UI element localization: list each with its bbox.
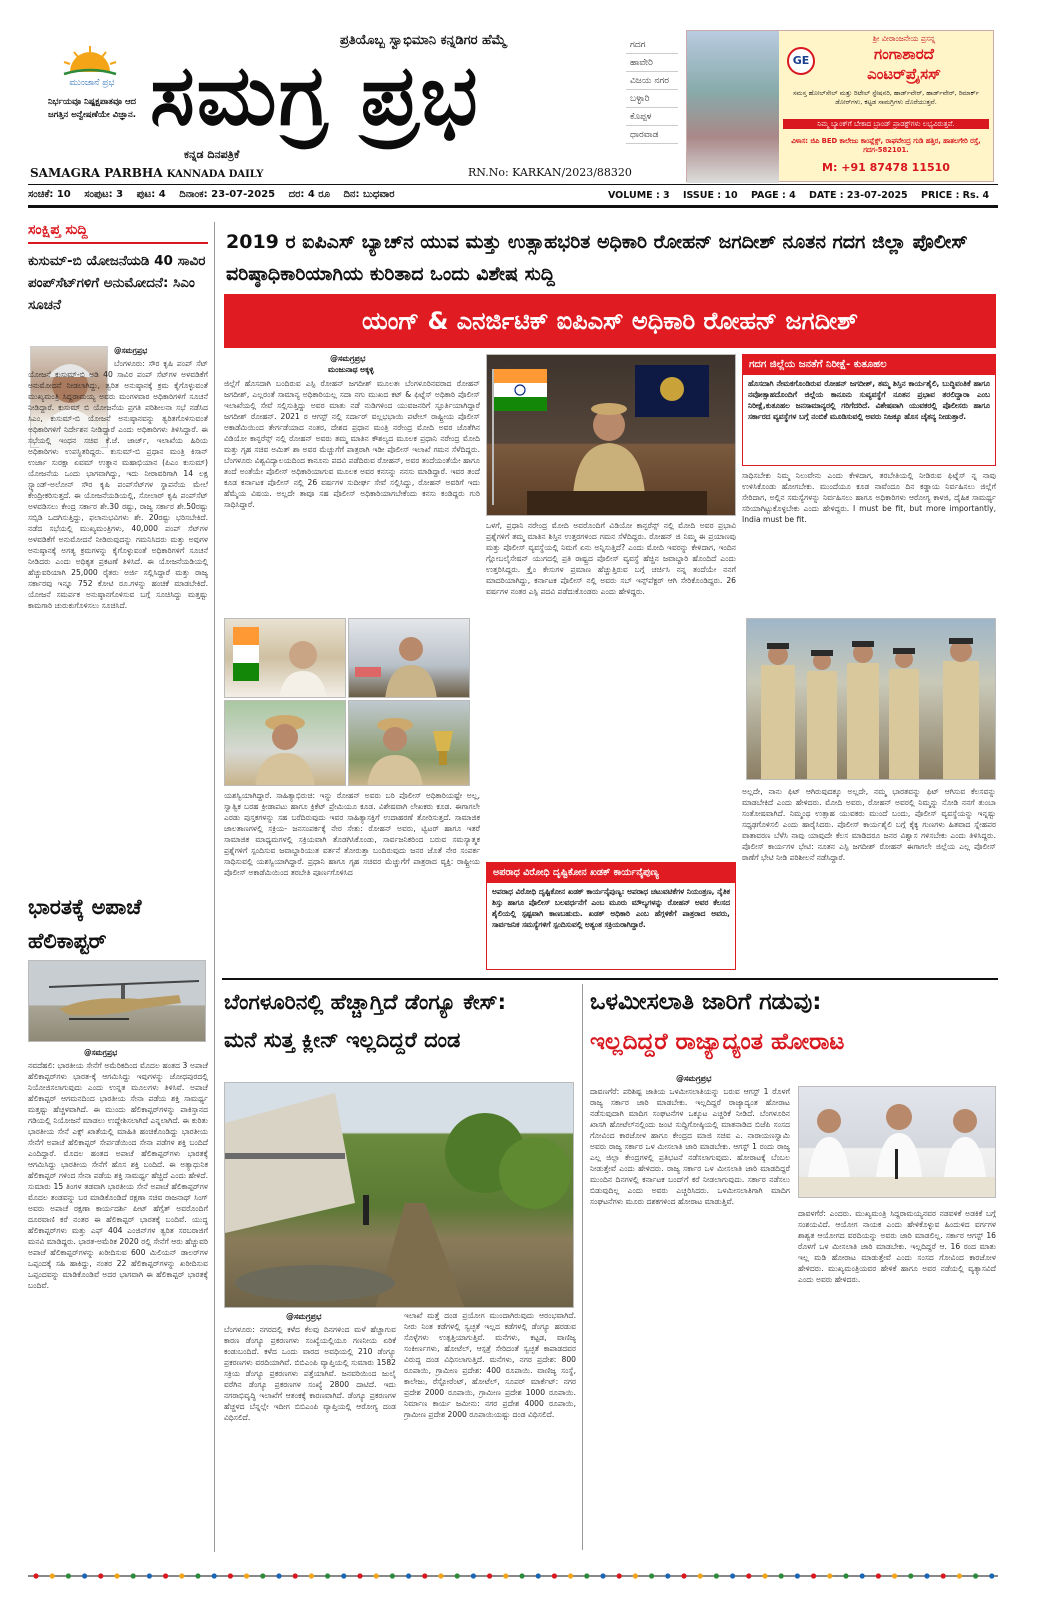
footer-dot [33, 1573, 38, 1578]
footer-dot [519, 1573, 524, 1578]
rn-number: RN.No: KARKAN/2023/88320 [468, 166, 632, 179]
dirty-drain-photo [224, 1082, 574, 1308]
volume-en: VOLUME : 3 [608, 190, 670, 201]
footer-dot [228, 1573, 233, 1578]
footer-dot [374, 1573, 379, 1578]
footer-dot [50, 1573, 55, 1578]
footer-dot [762, 1573, 767, 1578]
ad-details: ಸಮಸ್ತ ಹೋಲ್‌ಸೇಲ್ ಮತ್ತು ರಿಟೇಲ್ ಸ್ಟೇಷನರಿ, ಹಾರ್ಡ್‌ವೇರ್, ಹಾರ್ಡ್‌ವೇರ್‌, ರಿಮಾರ್ಕ್‌ ಡೋರ್‌ಗಳು, ಕಟ್ಟಡ ಸಾಮಗ್ರಿಗಳು ದೊರೆಯುತ್ತವೆ. [792, 89, 980, 106]
ad-brand-initials: GE [792, 54, 810, 67]
footer-dot [860, 1573, 865, 1578]
expectation-box-body: ಹೊಸದಾಗಿ ನೇಮಕಗೊಂಡಿರುವ ರೋಹನ್ ಜಗದೀಶ್, ತಮ್ಮ ಶಿಸ್ತಿನ ಕಾರ್ಯಶೈಲಿ, ಬುದ್ಧಿವಂತಿಕೆ ಹಾಗೂ ನವೋತ್ಸಾಹದೊಂದಿಗೆ ಜಿಲ್ಲೆಯ ಕಾನೂನು ಸುವ್ಯವಸ್ಥೆಗೆ ನೂತನ ಪ್ರಭಾವ ತರಲಿದ್ದಾರಾ ಎಂಬ ನಿರೀಕ್ಷೆ,ಕುತೂಹಲ ಜನಸಾಮಾನ್ಯರಲ್ಲಿ ಗರಿಗೆದರಿದೆ. ವಿಶೇಷವಾಗಿ ಯುವಕರಲ್ಲಿ ಪೊಲೀಸರು ಹಾಗೂ ಸರ್ಕಾರದ ವ್ಯವಸ್ಥೆಗಳ ಬಗ್ಗೆ ನಂಬಿಕೆ ಮೂಡಿಸುವಲ್ಲಿ ಅವರು ನಿಜಕ್ಕೂ ಹೊಸ ಚೈತನ್ಯ ನೀಡುತ್ತಾರೆ. [748, 379, 990, 421]
ad-shop-image [687, 31, 779, 183]
footer-dot [746, 1573, 751, 1578]
footer-dot [503, 1573, 508, 1578]
lead-col3: ಸಾಧಿಸಬೇಕು ನಿಮ್ಮ ನಿಲುವೇನು ಎಂದು ಕೇಳಿದಾಗ, ತರಬೇತಿಯಲ್ಲಿ ನೀಡಿರುವ ಫಿಟ್ನೆಸ್ ನ್ನ ನಾವು ಉಳಿಸಿಕೊಂಡು ಹೋಗಬೇಕು. ಮುಂದೆಯೂ ಕೂಡ ನಾವೆಂದೂ ದಿನ ಕಡ್ಡಾಯ ನಿರ್ವಹಿಸಲು ಜಿಲ್ಲೆಗೆ ಸೇರಿದಾಗ, ಅಲ್ಲಿನ ಸಮಸ್ಯೆಗಳನ್ನು ನಿರ್ವಹಿಸಲು ಹಾಗೂ ಅಧಿಕಾರಿಗಳು ಆರೋಗ್ಯ ಕಾಳಜಿ, ದೈಹಿಕ ಸಾಮರ್ಥ್ಯ ಸರಿಯಾಗಿಟ್ಟುಕೊಳ್ಳಬೇಕು ಎಂದು ಹೇಳಿದ್ದರು. I must be fit, but more importantly, India must be fit. [742, 471, 996, 524]
sidebar [28, 222, 208, 1552]
ad-address: ವಿಳಾಸ: ಜಿಪಿ BED ಕಾಲೇಜು ಕಾಂಪ್ಲೆಕ್ಸ್, ರಾಘವೇಂದ್ರ ಗುಡಿ ಹತ್ತಿರ, ಹಾತಲಗೇರಿ ರಸ್ತೆ, ಗದಗ-582101. [791, 137, 981, 154]
logo-caption: ಮುಂಜಾನೆ ಪ್ರಭ [69, 78, 115, 88]
footer-dot [568, 1573, 573, 1578]
footer-dot [989, 1573, 994, 1578]
volume-label: ಸಂಪುಟ: 3 [84, 189, 124, 200]
footer-dot [163, 1573, 168, 1578]
reservation-col1: ದಾವಣಗೆರೆ: ಪರಿಶಿಷ್ಟ ಜಾತಿಯ ಒಳಮೀಸಲಾತಿಯನ್ನು ಬರುವ ಆಗಸ್ಟ್ 1 ರೊಳಗೆ ರಾಜ್ಯ ಸರ್ಕಾರ ಜಾರಿ ಮಾಡಬೇಕು. ಇಲ್ಲದಿದ್ದರೆ ರಾಜ್ಯಾದ್ಯಂತ ಹೋರಾಟ ನಡೆಸುವುದಾಗಿ ಮಾದಿಗ ಸಂಘಟನೆಗಳ ಒಕ್ಕೂಟ ಎಚ್ಚರಿಕೆ ನೀಡಿದೆ. ಬೆಂಗಳೂರಿನ ಖಾಸಗಿ ಹೋಟೆಲ್‌ನಲ್ಲಿಂದು ಜಂಟಿ ಸುದ್ದಿಗೋಷ್ಠಿಯಲ್ಲಿ ಮಾತನಾಡಿದ ಬಿಜೆಪಿ ಸಂಸದ ಗೋವಿಂದ ಕಾರಜೋಳ ಹಾಗೂ ಕೇಂದ್ರದ ಮಾಜಿ ಸಚಿವ ಎ. ನಾರಾಯಣಸ್ವಾಮಿ ಅವರು ರಾಜ್ಯ ಸರ್ಕಾರ ಒಳ ಮೀಸಲಾತಿ ಜಾರಿ ಮಾಡಬೇಕು. ಆಗಸ್ಟ್ 1 ರಂದು ರಾಜ್ಯ ಎಲ್ಲ ಜಿಲ್ಲಾ ಕೇಂದ್ರಗಳಲ್ಲಿ ಪ್ರತಿಭಟನೆ ನಡೆಸಲಾಗುವುದು. ಹೋರಾಟಕ್ಕೆ ಬೆಂಬಲ ನೀಡುತ್ತೇವೆ ಎಂದು ಹೇಳಿದರು. ರಾಜ್ಯ ಸರ್ಕಾರ ಒಳ ಮೀಸಲಾತಿ ಜಾರಿ ಮಾಡದಿದ್ದರೆ ಮುಂದಿನ ದಿನಗಳಲ್ಲಿ ಕರ್ನಾಟಕ ಬಂದ್‌ಗೆ ಕರೆ ನೀಡಲಾಗುವುದು. ಸರ್ಕಾರ ನಡೆಸಲು ಬಿಡುವುದಿಲ್ಲ ಎಂದು ಅವರು ಎಚ್ಚರಿಸಿದರು. ಒಳಮೀಸಲಾತಿಗಾಗಿ ಮಾದಿಗ ಸಂಘಟನೆಗಳು ಮೂರು ದಶಕಗಳಿಂದ ಹೋರಾಟ ಮಾಡುತ್ತಿವೆ. [590, 1087, 790, 1206]
nav-item-vijayanagar[interactable]: ವಿಜಯ ನಗರ [626, 72, 678, 90]
footer-dot [309, 1573, 314, 1578]
footer-dot [536, 1573, 541, 1578]
footer-dot [908, 1573, 913, 1578]
footer-dot [455, 1573, 460, 1578]
footer-dot [892, 1573, 897, 1578]
expectation-box [742, 354, 996, 466]
footer-dot [843, 1573, 848, 1578]
reservation-byline: @ಸಮಗ್ರಪ್ರಭ [676, 1074, 712, 1083]
footer-dot [82, 1573, 87, 1578]
ad-highlight: ನಿಮ್ಮ ಬ್ಯಾಂಕ್‌ಗೆ ಬೇಕಾದ ಬ್ರಾಂಡ್ ಪ್ರಾಡಕ್ಟ್‌ಗಳು ಲಭ್ಯವಿರುತ್ತವೆ. [783, 119, 989, 129]
advertisement[interactable] [686, 30, 994, 182]
price-en: PRICE : Rs. 4 [920, 190, 990, 201]
day-label: ದಿನ: ಬುಧವಾರ [343, 189, 395, 200]
apache-helicopter-photo [28, 960, 206, 1042]
modi-videoconference-photo [224, 618, 346, 698]
ad-brand-icon [787, 47, 815, 75]
english-title: SAMAGRA PARBHA [30, 166, 163, 180]
lead-byline: @ಸಮಗ್ರಪ್ರಭ [330, 354, 366, 363]
lead-headline-banner[interactable] [224, 294, 996, 348]
officer-speaking-photo [348, 618, 470, 698]
tagline: ಪ್ರತಿಯೊಬ್ಬ ಸ್ವಾಭಿಮಾನಿ ಕನ್ನಡಿಗರ ಹೆಮ್ಮೆ [340, 33, 507, 48]
ad-brand-line1: ಗಂಗಾಶಾರದೆ [874, 45, 934, 63]
reservation-headline-2[interactable]: ಇಲ್ಲದಿದ್ದರೆ ರಾಜ್ಯಾದ್ಯಂತ ಹೋರಾಟ [590, 1029, 845, 1055]
lead-col2-bottom: ಅಲ್ಲದೇ, ನಾನು ಫಿಟ್ ಆಗಿರುವುದಕ್ಕೂ ಅಲ್ಲದೇ, ನಮ್ಮ ಭಾರತವನ್ನು ಫಿಟ್ ಆಗಿಸುವ ಕೆಲಸವನ್ನು ಮಾಡಬೇಕಿದೆ ಎಂದು ಹೇಳಿದರು. ಮೋದಿ ಅವರು, ರೋಹನ್ ಅವರಲ್ಲಿ ನಿಮ್ಮನ್ನು ನೋಡಿ ನನಗೆ ತುಂಬಾ ಸಂತೋಷವಾಗಿದೆ. ನಿಮ್ಮಂಥ ಉತ್ಸಾಹ ಯುವಕರು ಮುಂದೆ ಬಂದು, ಪೊಲೀಸ್ ವ್ಯವಸ್ಥೆಯನ್ನು ಇನ್ನಷ್ಟು ಸಧೃಢಗೊಳಿಸಲಿ ಎಂದು ಹಾರೈಸಿದರು. ಪೊಲೀಸ್ ಕಾರ್ಯಶೈಲಿ ಬಗ್ಗೆ ಕೈಕ್ಯ ಗುಣಗಳು ಹಿತವಾದ ಸ್ನೇಹಪರ ವಾತಾವರಣ ಬೆಳೆಸಿ ನಾವು ಯಾವುದೇ ಕೆಲಸ ಮಾಡಿದರೂ ಜನರ ವಿಶ್ವಾಸ ಗಳಿಸಬೇಕು ಎಂದು ತಿಳಿಸಿದ್ದರು. ಪೊಲೀಸ್ ಕಾರ್ಯಗಳ ಭೇಟಿ: ನೂತನ ಎಸ್ಪಿ ಜಗದೀಶ್ ರೋಹನ್ ಈಗಾಗಲೇ ಜಿಲ್ಲೆಯ ಎಲ್ಲ ಪೊಲೀಸ್ ಠಾಣೆಗೆ ಭೇಟಿ ನೀಡಿ ಪರಿಶೀಲನೆ ನಡೆಸಿದ್ದಾರೆ. [742, 787, 996, 862]
footer-dot [827, 1573, 832, 1578]
footer-dot [357, 1573, 362, 1578]
column-divider [214, 222, 215, 1552]
dengue-headline-2[interactable]: ಮನೆ ಸುತ್ತ ಕ್ಲೀನ್ ಇಲ್ಲದಿದ್ದರೆ ದಂಡ [224, 1028, 461, 1052]
lead-col2-top: ಒಳಗೆ, ಪ್ರಧಾನಿ ನರೇಂದ್ರ ಮೋದಿ ಅವರೊಂದಿಗೆ ವಿಡಿಯೋ ಕಾನ್ಫರೆನ್ಸ್ ನಲ್ಲಿ ಮೋದಿ ಅವರ ಪ್ರಭಾವಿ ಪ್ರಶ್ನೆಗಳಿಗೆ ತಮ್ಮ ಮಾತಿನ ಶಿಸ್ತಿನ ಉತ್ತರಗಳಿಂದ ಗಮನ ಸೆಳೆದಿದ್ದರು. ರೋಹನ್ ಜಿ ನಿಮ್ಮ ಈ ಪ್ರಯಾಣವು ಮತ್ತು ಪೊಲೀಸ್ ವ್ಯವಸ್ಥೆಯಲ್ಲಿ ನಿಮಗೆ ಏನು ಅನ್ನಿಸುತ್ತಿದೆ? ಎಂದು ಮೋದಿ ಇವರನ್ನು ಕೇಳಿದಾಗ, ಇಂದಿನ ಗ್ಲೋಬಲೈಸೇಷನ್ ಯುಗದಲ್ಲಿ ಪ್ರತಿ ರಾಷ್ಟ್ರದ ಪೊಲೀಸ್ ವ್ಯವಸ್ಥೆ ಹೆಚ್ಚಿನ ಜವಾಬ್ದಾರಿ ಹೊಂದಿದೆ ಎಂದು ಉತ್ತರಿಸಿದ್ದರು. ಕ್ರೈಂ ಕೇಸುಗಳ ಪ್ರಮಾಣ ಹೆಚ್ಚುತ್ತಿರುವ ಬಗ್ಗೆ ಚರ್ಚಿಸಿ ನನ್ನ ತಂದೆಯೇ ನನಗೆ ಮಾದರಿಯಾಗಿದ್ದು, ಕರ್ನಾಟಕ ಪೊಲೀಸ್ ನಲ್ಲಿ ಅವರು ಸಬ್ ಇನ್ಸ್‌ಪೆಕ್ಟರ್ ಆಗಿ ಸೇರಿಕೊಂಡಿದ್ದರು. 26 ವರ್ಷಗಳ ನಂತರ ಎಸ್ಪಿ ಪದವಿ ಪಡೆದುಕೊಂಡರು ಎಂದು ಹೇಳಿದ್ದರು. [486, 521, 736, 596]
footer-dot [698, 1573, 703, 1578]
footer-dot [406, 1573, 411, 1578]
story2-headline[interactable]: ಭಾರತಕ್ಕೆ ಅಪಾಚೆ ಹೆಲಿಕಾಪ್ಟರ್ [28, 895, 142, 953]
footer-dot [924, 1573, 929, 1578]
story1-byline: @ಸಮಗ್ರಪ್ರಭ [114, 346, 148, 355]
story1-headline[interactable]: ಕುಸುಮ್-ಬಿ ಯೋಜನೆಯಡಿ 40 ಸಾವಿರ ಪಂಪ್‌ಸೆಟ್‌ಗಳಿಗೆ ಅನುಮೋದನೆ: ಸಿಎಂ ಸೂಚನೆ [28, 253, 206, 313]
lead-headline: ಯಂಗ್ & ಎನರ್ಜಿಟಿಕ್ ಐಪಿಎಸ್ ಅಧಿಕಾರಿ ರೋಹನ್ ಜಗದೀಶ್ [362, 307, 858, 335]
footer-dot [276, 1573, 281, 1578]
footer-decorative-bar [28, 1566, 998, 1576]
footer-dot [795, 1573, 800, 1578]
page-label: ಪುಟ: 4 [136, 189, 166, 200]
footer-dot [325, 1573, 330, 1578]
english-name [30, 166, 330, 180]
footer-dot [147, 1573, 152, 1578]
dengue-col2: ಇಲಾಖೆ ಮತ್ತೆ ದಂಡ ಪ್ರಯೋಗ ಮುಂದಾಗಿರುವುದು ಆರಂಭವಾಗಿದೆ. ನೀರು ನಿಂತ ಕಡೆಗಳಲ್ಲಿ ಸ್ವಚ್ಛತೆ ಇಲ್ಲದ ಕಡೆಗಳಲ್ಲಿ ಡೆಂಗ್ಯೂ ಹರಡುವ ಸೊಳ್ಳೆಗಳು ಉತ್ಪತ್ತಿಯಾಗುತ್ತಿವೆ. ಮನೆಗಳು, ಕಟ್ಟಡ, ವಾಣಿಜ್ಯ ಸಂಕೀರ್ಣಗಳು, ಹೋಟೆಲ್, ಆಸ್ಪತ್ರೆ ಸೇರಿದಂತೆ ಸ್ವಚ್ಛತೆ ಕಾಪಾಡದವರ ವಿರುದ್ಧ ದಂಡ ವಿಧಿಸಲಾಗುತ್ತಿದೆ. ಮನೆಗಳು, ನಗರ ಪ್ರದೇಶ: 800 ರೂಪಾಯಿ, ಗ್ರಾಮೀಣ ಪ್ರದೇಶ: 400 ರೂಪಾಯಿ. ವಾಣಿಜ್ಯ ಸಂಸ್ಥೆ, ಕಾಲೇಜು, ರೆಸ್ಟೋರೆಂಟ್, ಹೋಟೆಲ್, ಸೂಪರ್ ಮಾರ್ಕೆಟ್: ನಗರ ಪ್ರದೇಶ 2000 ರೂಪಾಯಿ, ಗ್ರಾಮೀಣ ಪ್ರದೇಶ 1000 ರೂಪಾಯಿ. ನಿರ್ಮಾಣ ಕಾರ್ಯ ಜಮೀನು: ನಗರ ಪ್ರದೇಶ 4000 ರೂಪಾಯಿ, ಗ್ರಾಮೀಣ ಪ್ರದೇಶ 2000 ರೂಪಾಯಿಯಷ್ಟು ದಂಡ ವಿಧಿಸಲಿದೆ. [404, 1311, 576, 1419]
reservation-col2: ದಾವಳಗೆರೆ: ಎಂದರು. ಮುಖ್ಯಮಂತ್ರಿ ಸಿದ್ದರಾಮಯ್ಯನವರ ನಡವಳಿಕೆ ಅಡಕಿಕೆ ಬಗ್ಗೆ ಸಂಶಯವಿದೆ. ಆಯೋಗ ನಾಯಕ ಎಂದು ಹೇಳಿಕೊಳ್ಳುವ ಹಿಂದುಳಿದ ವರ್ಗಗಳ ಶಾಶ್ವತ ಆಯೋಗದ ವರದಿಯನ್ನು ಅವರು ಜಾರಿ ಮಾಡಲಿಲ್ಲ. ಸರ್ಕಾರ ಆಗಸ್ಟ್ 16 ರೊಳಗೆ ಒಳ ಮೀಸಲಾತಿ ಜಾರಿ ಮಾಡಬೇಕು. ಇಲ್ಲದಿದ್ದರೆ ಆ. 16 ರಂದ ಮಾತು ಇಲ್ಲ ಮಡಿ ಹೋರಾಟ ಮಾಡುತ್ತೇವೆ ಎಂದು ಸಂಸದ ಗೋವಿಂದ ಕಾರಜೋಳ ಹೇಳಿದರು. ಮುಖ್ಯಮಂತ್ರಿಯವರ ಹೇಳಿಕೆ ಹಾಗೂ ಅವರ ನಡೆಯಲ್ಲಿ ವ್ಯತ್ಯಾಸವಿದೆ ಎಂದು ಅವರು ಹೇಳಿದರು. [798, 1209, 996, 1284]
page-en: PAGE : 4 [750, 190, 796, 201]
masthead [0, 0, 1046, 210]
district-nav [626, 36, 678, 144]
footer-dot [552, 1573, 557, 1578]
footer-dot [422, 1573, 427, 1578]
footer-dot [114, 1573, 119, 1578]
nav-item-haveri[interactable]: ಹಾವೇರಿ [626, 54, 678, 72]
nav-item-dharwad[interactable]: ಧಾರವಾಡ [626, 126, 678, 144]
footer-dot [212, 1573, 217, 1578]
date-label: ದಿನಾಂಕ: 23-07-2025 [179, 189, 276, 200]
footer-dot [714, 1573, 719, 1578]
footer-dot [293, 1573, 298, 1578]
footer-dot [941, 1573, 946, 1578]
police-team-photo [746, 618, 996, 780]
footer-dot [131, 1573, 136, 1578]
officer-trophy-photo [348, 700, 470, 786]
ad-brand-line2: ಎಂಟರ್‌ಪ್ರೈಸಸ್ [867, 65, 941, 83]
footer-dot [973, 1573, 978, 1578]
expectation-box-title: ಗದಗ ಜಿಲ್ಲೆಯ ಜನತೆಗೆ ನಿರೀಕ್ಷೆ- ಕುತೂಹಲ [743, 355, 995, 375]
footer-dot [633, 1573, 638, 1578]
story2-body: ನವದೆಹಲಿ: ಭಾರತೀಯ ಸೇನೆಗೆ ಅಮೆರಿಕದಿಂದ ಮೊದಲ ಹಂತದ 3 ಅಪಾಚೆ ಹೆಲಿಕಾಪ್ಟರ್‌ಗಳು ಭಾರತ-ಕ್ಕೆ ಆಗಮಿಸಿದ್ದು ಇವುಗಳನ್ನು ಜೋಧಪುರದಲ್ಲಿ ನಿಯೋಜಿಸಲಾಗುವುದು ಎಂದು ಉನ್ನತ ಮೂಲಗಳು ತಿಳಿಸಿವೆ. ಅಪಾಚೆ ಹೆಲಿಕಾಪ್ಟರ್ ಆಗಮನದಿಂದ ಭಾರತೀಯ ಸೇನಾ ಪಡೆಯ ಶಕ್ತಿ ಸಾಮರ್ಥ್ಯ ಮತ್ತಷ್ಟು ಹೆಚ್ಚಳವಾಗಿದೆ. ಈ ಮುಂದು ಹೆಲಿಕಾಪ್ಟರ್‌ಗಳನ್ನು ಪಾಕಿಸ್ತಾನದ ಗಡಿಯಲ್ಲಿ ನಿಯೋಜನೆ ಮಾಡಲು ಉದ್ದೇಶಿಸಲಾಗಿದೆ ಎನ್ನಲಾಗಿದೆ. ಈ ಕುರಿತು ಭಾರತೀಯ ಸೇನೆ ಎಕ್ಸ್ ಖಾತೆಯಲ್ಲಿ ಮಾಹಿತಿ ಹಂಚಿಕೊಂಡಿದ್ದು ಭಾರತೀಯ ಸೇನೆಗೆ ಅಪಾಚೆ ಹೆಲಿಕಾಪ್ಟರ್ ಸೇರ್ಪಡೆಯಿಂದ ಸೇನಾ ಪಡೆಗಳ ಶಕ್ತಿ ಬಂದಿದೆ ಎಂದಿದ್ದಾರೆ. ಮೊದಲ ಹಂತದ ಅಪಾಚೆ ಹೆಲಿಕಾಪ್ಟರ್‌ಗಳು ಭಾರತಕ್ಕೆ ಆಗಮಿಸಿದ್ದು ಭಾರತೀಯ ಸೇನೆಗೆ ಹೊಸ ಶಕ್ತಿ ಬಂದಿದೆ. ಈ ಅತ್ಯಾಧುನಿಕ ಹೆಲಿಕಾಪ್ಟರ್ ಗಳಿಂದ ಸೇನಾ ಪಡೆಯ ಶಕ್ತಿ ಸಾಮರ್ಥ್ಯ ಹೆಚ್ಚಿದೆ ಎಂದು ಹೇಳಿದೆ. ಸುಮಾರು 15 ತಿಂಗಳ ತಡವಾಗಿ ಭಾರತೀಯ ಸೇನೆ ಅಪಾಚೆ ಹೆಲಿಕಾಪ್ಟರ್‌ಗಳ ಮೊದಲ ತಂಡವನ್ನು ಬರ ಮಾಡಿಕೊಂಡಿದೆ ರಕ್ಷಣಾ ಸಚಿವ ರಾಜನಾಥ್ ಸಿಂಗ್ ಅವರು ಅಪಾಚೆ ರಕ್ಷಣಾ ಕಾರ್ಯದರ್ಶಿ ಪೀಟ್ ಹೆಗ್ಸೆತ್ ಅವರೊಂದಿಗೆ ದೂರವಾಣಿ ಕರೆ ನಂತರ ಈ ಹೆಲಿಕಾಪ್ಟರ್ ಭಾರತಕ್ಕೆ ಬಂದಿವೆ. ಯುದ್ಧ ಹೆಲಿಕಾಪ್ಟರ್‌ಗಳು ಮತ್ತು ಎಫ್ 404 ಎಂಜಿನ್‌ಗಳ ತ್ವರಿತ ಸರಬರಾಜಿಗೆ ಮನವಿ ಮಾಡಿದ್ದರು. ಭಾರತ-ಅಮೆರಿಕ 2020 ರಲ್ಲಿ ಸೇನೆಗೆ ಆರು ಹೆಚ್ಚುವರಿ ಅಪಾಚೆ ಹೆಲಿಕಾಪ್ಟರ್‌ಗಳನ್ನು ಖರೀದಿಸುವ 600 ಮಿಲಿಯನ್ ಡಾಲರ್‌ಗಳ ಒಪ್ಪಂದಕ್ಕೆ ಸಹಿ ಹಾಕಿದ್ದು, ನಂತರ 22 ಹೆಲಿಕಾಪ್ಟರ್‌ಗಳನ್ನು ಖರೀದಿಸುವ ಒಪ್ಪಂದವನ್ನು ಮಾಡಿಕೊಂಡಿವೆ ಅದರ ಭಾಗವಾಗಿ ಈ ಹೆಲಿಕಾಪ್ಟರ್ ಭಾರತಕ್ಕೆ ಬಂದಿವೆ. [28, 1061, 208, 1290]
footer-dot [779, 1573, 784, 1578]
nav-item-koppal[interactable]: ಕೊಪ್ಪಳ [626, 108, 678, 126]
footer-dot [66, 1573, 71, 1578]
footer-dot [244, 1573, 249, 1578]
rohan-office-photo [486, 354, 736, 516]
sun-logo-icon [60, 44, 120, 76]
nav-item-ballari[interactable]: ಬಳ್ಳಾರಿ [626, 90, 678, 108]
motto: ನಿರ್ಭಯವೂ ನಿಷ್ಪಕ್ಷಪಾತವೂ ಆದ ಜಗತ್ತಿನ ಅನ್ವೇಷಣೆಯೇ ವಿಜ್ಞಾನ. [47, 97, 137, 120]
bottom-column-divider [582, 984, 583, 1550]
footer-dot [617, 1573, 622, 1578]
story2-byline: @ಸಮಗ್ರಪ್ರಭ [84, 1048, 118, 1057]
ad-top-line: ಶ್ರೀ ವೀರಾಂಜನೇಯ ಪ್ರಸನ್ನ [872, 34, 936, 43]
footer-dot [438, 1573, 443, 1578]
info-bar-right [608, 190, 998, 201]
footer-dot [487, 1573, 492, 1578]
info-bar [28, 184, 998, 208]
footer-dot [811, 1573, 816, 1578]
crime-box-body: ಅಪರಾಧ ವಿರೋಧಿ ದೃಷ್ಟಿಕೋನ ಖಡಕ್ ಕಾರ್ಯನೈಪುಣ್ಯ: ಅಪರಾಧ ಚಟುವಟಿಕೆಗಳ ನಿಯಂತ್ರಣ, ನೈತಿಕ ಶಿಸ್ತು ಹಾಗೂ ಪೊಲೀಸ್ ಬಲವರ್ಧನೆಗೆ ಎಂಬ ಮೂರು ಮೌಲ್ಯಗಳನ್ನು ರೋಹನ್ ಅವರ ಕೆಲಸದ ಶೈಲಿಯಲ್ಲಿ ಸ್ಪಷ್ಟವಾಗಿ ಕಾಣಬಹುದು. ಖಡಕ್ ಅಧಿಕಾರಿ ಎಂಬ ಹೆಗ್ಗಳಿಕೆಗೆ ಪಾತ್ರರಾದ ಅವರು, ಸಾರ್ವಜನಿಕ ಸಮಸ್ಯೆಗಳಿಗೆ ಸ್ಪಂದಿಸುವಲ್ಲಿ ಅತ್ಯಂತ ಸಕ್ರಿಯರಾಗಿದ್ದಾರೆ. [492, 887, 730, 929]
info-bar-left [28, 189, 548, 200]
footer-dot [665, 1573, 670, 1578]
footer-dot [390, 1573, 395, 1578]
section-divider [222, 978, 998, 980]
footer-dot [600, 1573, 605, 1578]
press-meet-photo [798, 1086, 996, 1198]
dengue-headline-1[interactable]: ಬೆಂಗಳೂರಿನಲ್ಲಿ ಹೆಚ್ಚಾಗ್ತಿದೆ ಡೆಂಗ್ಯೂ ಕೇಸ್: [224, 990, 506, 1014]
lead-kicker[interactable]: 2019 ರ ಐಪಿಎಸ್ ಬ್ಯಾಚ್‌ನ ಯುವ ಮತ್ತು ಉತ್ಸಾಹಭರಿತ ಅಧಿಕಾರಿ ರೋಹನ್ ಜಗದೀಶ್ ನೂತನ ಗದಗ ಜಿಲ್ಲಾ ಪೊಲೀಸ್ ವರಿಷ್ಠಾಧಿಕಾರಿಯಾಗಿಯ ಕುರಿತಾದ ಒಂದು ವಿಶೇಷ ಸುದ್ದಿ [226, 231, 968, 285]
footer-dot [649, 1573, 654, 1578]
footer-dot [195, 1573, 200, 1578]
footer-dot [260, 1573, 265, 1578]
footer-dot [957, 1573, 962, 1578]
footer-dot [471, 1573, 476, 1578]
crime-box [486, 862, 736, 970]
reservation-headline-1[interactable]: ಒಳಮೀಸಲಾತಿ ಜಾರಿಗೆ ಗಡುವು: [590, 989, 822, 1015]
english-suffix: KANNADA DAILY [166, 169, 264, 180]
subtitle: ಕನ್ನಡ ದಿನಪತ್ರಿಕೆ [184, 148, 240, 161]
crime-box-title: ಅಪರಾಧ ವಿರೋಧಿ ದೃಷ್ಟಿಕೋನ ಖಡಕ್ ಕಾರ್ಯನೈಪುಣ್ಯ [487, 863, 735, 883]
footer-dot [876, 1573, 881, 1578]
lead-col1-bottom: ಯಶಸ್ವಿಯಾಗಿದ್ದಾರೆ. ಸಾಹಿತ್ಯಾಭಿರುಚಿ: ಇನ್ನು ರೋಹನ್ ಅವರು ಬರಿ ಪೊಲೀಸ್ ಅಧಿಕಾರಿಯಷ್ಟೇ ಅಲ್ಲ, ಸ್ವಾತ್ವಿಕ ಬರಹ ಕ್ರೀಡಾಪಟು ಹಾಗೂ ಕ್ರಿಕೆಟ್ ಪ್ರೇಮಿಯೂ ಕೂಡ. ವಿಶೇಷವಾಗಿ ಲೇಖಕರು ಕೂಡ. ಈಗಾಗಲೇ ಎರಡು ಪುಸ್ತಕಗಳನ್ನು ಸಹ ಬರೆದಿರುವುದು ಇವರ ಸಾಹಿತ್ಯಾಸಕ್ತಿಗೆ ಉದಾಹರಣೆ ತೋರಿಸುತ್ತದೆ. ಸಾಮಾಜಿಕ ಜಾಲತಾಣಗಳಲ್ಲಿ ಸಕ್ರಿಯ- ಜನಸಂಪರ್ಕಕ್ಕೆ ನೇರ ಸೇತು: ರೋಹನ್ ಅವರು, ಟ್ವಿಟರ್ ಹಾಗೂ ಇತರೆ ಸಾಮಾಜಿಕ ಮಾಧ್ಯಮಗಳಲ್ಲಿ ಸಕ್ರಿಯವಾಗಿ ತೊಡಗಿಸಿಕೊಂಡು, ಸಾರ್ವಜನಿಕರಿಂದ ಬರುವ ಸಮಸ್ಯಾತ್ಮಕ ಪ್ರಶ್ನೆಗಳಿಗೆ ಸ್ಪಂದಿಸುವ ಜವಾಬ್ದಾರಿಯುತ ವರ್ತನೆ ತೋರುತ್ತಾ ಬಂದಿರುವುದು ಜನರ ಜೊತೆ ನೇರ ಸಂಪರ್ಕ ಸಾಧಿಸುವಲ್ಲಿ ಯಶಸ್ವಿಯಾಗಿದ್ದಾರೆ. ಪ್ರಧಾನಿ ಹಾಗೂ ಗೃಹ ಸಚಿವರ ಮೆಚ್ಚುಗೆಗೆ ಪಾತ್ರರಾದ ವ್ಯಕ್ತಿ: ರಾಷ್ಟ್ರೀಯ ಪೊಲೀಸ್ ಅಕಾಡೆಮಿಯಿಂದ ತರಬೇತಿ ಪೂರ್ಣಗೊಳಿಸಿದ [224, 791, 480, 877]
ad-phone: M: +91 87478 11510 [822, 161, 950, 174]
sidebar-section-title: ಸಂಕ್ಷಿಪ್ತ ಸುದ್ದಿ [28, 222, 208, 244]
dengue-byline: @ಸಮಗ್ರಪ್ರಭ [286, 1312, 322, 1321]
footer-dot [179, 1573, 184, 1578]
price-label: ದರ: 4 ರೂ [288, 189, 330, 200]
officer-cap-photo [224, 700, 346, 786]
dengue-col1: ಬೆಂಗಳೂರು: ನಗರದಲ್ಲಿ ಕಳೆದ ಕೆಲವು ದಿನಗಳಿಂದ ಮಳೆ ಹೆಚ್ಚಾಗುವ ಕಾರಣ ಡೆಂಗ್ಯೂ ಪ್ರಕರಣಗಳು ಸಂಖ್ಯೆಯಲ್ಲಿಯೂ ಗಣನೀಯ ಏರಿಕೆ ಕಂಡುಬಂದಿದೆ. ಕಳೆದ ಒಂದು ವಾರದ ಅವಧಿಯಲ್ಲಿ 210 ಡೆಂಗ್ಯೂ ಪ್ರಕರಣಗಳು ವರದಿಯಾಗಿವೆ. ಬಿಬಿಎಂಪಿ ವ್ಯಾಪ್ತಿಯಲ್ಲಿ ಸುಮಾರು 1582 ಸಕ್ರಿಯ ಡೆಂಗ್ಯೂ ಪ್ರಕರಣಗಳು ಪತ್ತೆಯಾಗಿವೆ. ಜನವರಿಯಿಂದ ಜುಲೈ ವರೆಗಿನ ಡೆಂಗ್ಯೂ ಪ್ರಕರಣಗಳ ಸಂಖ್ಯೆ 2800 ದಾಟಿದೆ. ಇದು ನಗರಾಭಿವೃದ್ಧಿ ಇಲಾಖೆಗೆ ಆತಂಕಕ್ಕೆ ಕಾರಣವಾಗಿದೆ. ಡೆಂಗ್ಯೂ ಪ್ರಕರಣಗಳ ಹೆಚ್ಚಳದ ಬೆನ್ನಲ್ಲೇ ಇದೀಗ ಬಿಬಿಎಂಪಿ ವ್ಯಾಪ್ತಿಯಲ್ಲಿ ಆರೋಗ್ಯ ದಂಡ ವಿಧಿಸಲಿದೆ. [224, 1325, 396, 1422]
story1-body: ಬೆಂಗಳೂರು: ಸೌರ ಕೃಷಿ ಪಂಪ್ ಸೆಟ್ ಯೋಜನೆ ಕುಸುಮ್-ಬಿ ಅಡಿ 40 ಸಾವಿರ ಪಂಪ್ ಸೆಟ್‌ಗಳ ಅಳವಡಿಕೆಗೆ ಅನುಮೋದನೆ ನೀಡಲಾಗಿದ್ದು, ತ್ವರಿತ ಅನುಷ್ಠಾನಕ್ಕೆ ಕ್ರಮ ಕೈಗೊಳ್ಳುವಂತೆ ಮುಖ್ಯಮಂತ್ರಿ ಸಿದ್ದರಾಮಯ್ಯ ಅವರು ಮಂಗಳವಾರ ಅಧಿಕಾರಿಗಳಿಗೆ ಸೂಚನೆ ನೀಡಿದ್ದಾರೆ. ಕುಸುಮ್ ಬಿ ಯೋಜನೆಯ ಪ್ರಗತಿ ಪರಿಶೀಲನಾ ಸಭೆ ನಡೆಸಿದ ಸಿಎಂ, ಕುಸುಮ್-ಬಿ ಯೋಜನೆ ಅನುಷ್ಠಾನವನ್ನು ತ್ವರಿತಗೊಳಿಸುವಂತೆ ಅಧಿಕಾರಿಗಳಿಗೆ ನಿರ್ದೇಶನ ನೀಡಿದ್ದಾರೆ ಎಂದು ಅಧಿಕಾರಿಗಳು ತಿಳಿಸಿದ್ದಾರೆ. ಈ ಸಭೆಯಲ್ಲಿ ಇಂಧನ ಸಚಿವ ಕೆ.ಜೆ. ಜಾರ್ಜ್, ಇಲಾಖೆಯ ಹಿರಿಯ ಅಧಿಕಾರಿಗಳು ಉಪಸ್ಥಿತರಿದ್ದರು. ಕುಸುಮ್-ಬಿ ಪ್ರಧಾನ ಮಂತ್ರಿ ಕಿಸಾನ್ ಉರ್ಜಾ ಸುರಕ್ಷಾ ಏವಮ್ ಉತ್ಥಾನ ಮಹಾಭಿಯಾನ (ಪಿಎಂ ಕುಸುಮ್) ಯೋಜನೆಯ ಒಂದು ಭಾಗವಾಗಿದ್ದು, ಇದು ನೀರಾವರಿಗಾಗಿ 14 ಲಕ್ಷ ಸ್ಟ್ಯಾಂಡ್-ಅಲೋನ್ ಸೌರ ಕೃಷಿ ಪಂಪ್‌ಸೆಟ್‌ಗಳ ಸ್ಥಾಪನೆಯ ಮೇಲೆ ಕೇಂದ್ರೀಕರಿಸುತ್ತದೆ. ಈ ಯೋಜನೆಯಡಿಯಲ್ಲಿ, ಸೋಲಾರ್ ಕೃಷಿ ಪಂಪ್‌ಸೆಟ್ ಅಳವಡಿಸಲು ಕೇಂದ್ರ ಸರ್ಕಾರ ಶೇ.30 ರಷ್ಟು, ರಾಜ್ಯ ಸರ್ಕಾರ ಶೇ.50ರಷ್ಟು ಸಬ್ಸಿಡಿ ಒದಗಿಸುತ್ತಿದ್ದು, ಫಲಾನುಭವಿಗಳು ಶೇ. 20ರಷ್ಟು ಭರಿಸಬೇಕಿದೆ. ನಡೆದ ಸಭೆಯಲ್ಲಿ ಮುಖ್ಯಮಂತ್ರಿಗಳು, 40,000 ಪಂಪ್ ಸೆಟ್‌ಗಳ ಅಳವಡಿಕೆಗೆ ಅನುಮೋದನೆ ನೀಡಿರುವುದನ್ನು ಗಮನಿಸಿದರು ಮತ್ತು ಅವುಗಳ ಅನುಷ್ಠಾನಕ್ಕೆ ಅಗತ್ಯ ಕ್ರಮಗಳನ್ನು ಕೈಗೊಳ್ಳುವಂತೆ ಅಧಿಕಾರಿಗಳಿಗೆ ಸೂಚನೆ ನೀಡಿದರು ಎಂದು ಅಧಿಕೃತ ಪ್ರಕಟಣೆ ತಿಳಿಸಿದೆ. ಈ ಯೋಜನೆಯಡಿಯಲ್ಲಿ ಹೆಚ್ಚುವರಿಯಾಗಿ 25,000 ರೈತರು ಅರ್ಜಿ ಸಲ್ಲಿಸಿದ್ದಾರೆ ಮತ್ತು ರಾಜ್ಯ ಸರ್ಕಾರವು ಇನ್ನೂ 752 ಕೋಟಿ ರೂ.ಗಳನ್ನು ಹಂಚಿಕೆ ಮಾಡಬೇಕಿದೆ. ಯೋಜನೆ ಸಮರ್ಪಕ ಅನುಷ್ಠಾನಗೊಳಿಸುವ ಬಗ್ಗೆ ಸೂಚಿಸಿದ್ದು ಮತ್ತಷ್ಟು ಕಾಮಗಾರಿ ಚುರುಕುಗೊಳಿಸಲು ಸೂಚಿಸಿದೆ. [28, 359, 208, 610]
newspaper-title: ಸಮಗ್ರ ಪ್ರಭ [150, 46, 480, 144]
issue-label: ಸಂಚಿಕೆ: 10 [28, 189, 71, 200]
lead-byline-2: ಮಂಜುನಾಥ ಅಕ್ಕಳ್ಳಿ [328, 365, 374, 374]
issue-en: ISSUE : 10 [682, 190, 738, 201]
nav-item-gadag[interactable]: ಗದಗ [626, 36, 678, 54]
lead-col1-top: ಜಿಲ್ಲೆಗೆ ಹೊಸದಾಗಿ ಬಂದಿರುವ ಎಸ್ಪಿ ರೋಹನ್ ಜಗದೀಶ್ ಮೂಲತಃ ಬೆಂಗಳೂರಿನವರಾದ ರೋಹನ್ ಜಗದೀಶ್, ಎಲ್ಲರಂತೆ ಸಾಮಾನ್ಯ ಅಧಿಕಾರಿಯಲ್ಲ ಸದಾ ನಗು ಮುಖದ ಕಟ್ & ಫಿಟ್ನೆಸ್ ಅಧಿಕಾರಿ ಪೊಲೀಸ್ ಇಲಾಖೆಯಲ್ಲಿ ಸೇವೆ ಸಲ್ಲಿಸುತ್ತಿದ್ದು ಅವರ ಮಾತು ನಡೆ ನುಡಿಗಳಿಂದ ಯುವಜನರಿಗೆ ಸ್ಫೂರ್ತಿಯಾಗಿದ್ದಾರೆ ಜಗದೀಶ್ ರೋಹನ್. 2021 ರ ಆಗಸ್ಟ್ ನಲ್ಲಿ ಸರ್ದಾರ್ ವಲ್ಲಭಭಾಯಿ ಪಟೇಲ್ ರಾಷ್ಟ್ರೀಯ ಪೊಲೀಸ್ ಅಕಾಡೆಮಿಯಿಂದ ತೇರ್ಗಡೆಯಾದ ನಂತರ, ದೇಶದ ಪ್ರಧಾನ ಮಂತ್ರಿ ನರೇಂದ್ರ ಮೋದಿ ಅವರ ಜೊತೆಗಿನ ವಿಡಿಯೋ ಕಾನ್ಫರೆನ್ಸ್ ನಲ್ಲಿ ರೋಹನ್ ಅವರು ತಮ್ಮ ಮಾತಿನ ಕೌಶಲ್ಯದ ಮೂಲಕ ಪ್ರಧಾನಿ ನರೇಂದ್ರ ಮೋದಿ ಮತ್ತು ಗೃಹ ಸಚಿವ ಅಮಿತ್ ಶಾ ಅವರ ಮೆಚ್ಚುಗೆಗೆ ಪಾತ್ರರಾಗಿ ಇಡೀ ಪೊಲೀಸ್ ಇಲಾಖೆ ಗಮನ ಸೆಳೆದಿದ್ದರು. ಬೆಂಗಳೂರು ವಿಶ್ವವಿದ್ಯಾಲಯದಿಂದ ಕಾನೂನು ಪದವಿ ಪಡೆದಿರುವ ರೋಹನ್, ಅವರ ತಂದೆಯಂತೆಯೇ ಹಾಗೂ ತಂದೆ ಅಂತೆಯೇ ಪೊಲೀಸ್ ಅಧಿಕಾರಿಯಾಗುವ ಮೂಲಕ ಅವರ ಕನಸನ್ನು ನನಸು ಮಾಡಿದ್ದಾರೆ. ಇವರ ತಂದೆ ಕೂಡ ಕರ್ನಾಟಕ ಪೊಲೀಸ್ ನಲ್ಲಿ 26 ವರ್ಷಗಳ ಸುದೀರ್ಘ ಸೇವೆ ಸಲ್ಲಿಸಿದ್ದು, ರೋಹನ್ ಅವರಿಗೆ ಇದು ಹೆಮ್ಮೆಯ ವಿಷಯ. ಅಲ್ಲದೇ ತಾವೂ ಸಹ ಪೊಲೀಸ್ ಅಧಿಕಾರಿಯಾಗಬೇಕೆಂದು ಕನಸು ಕಂಡಿದ್ದರು ಗುರಿ ಸಾಧಿಸಿದ್ದಾರೆ. [224, 379, 480, 509]
footer-dot [584, 1573, 589, 1578]
footer-dot [341, 1573, 346, 1578]
date-en: DATE : 23-07-2025 [809, 190, 908, 201]
footer-dot [98, 1573, 103, 1578]
footer-dot [730, 1573, 735, 1578]
footer-dot [681, 1573, 686, 1578]
